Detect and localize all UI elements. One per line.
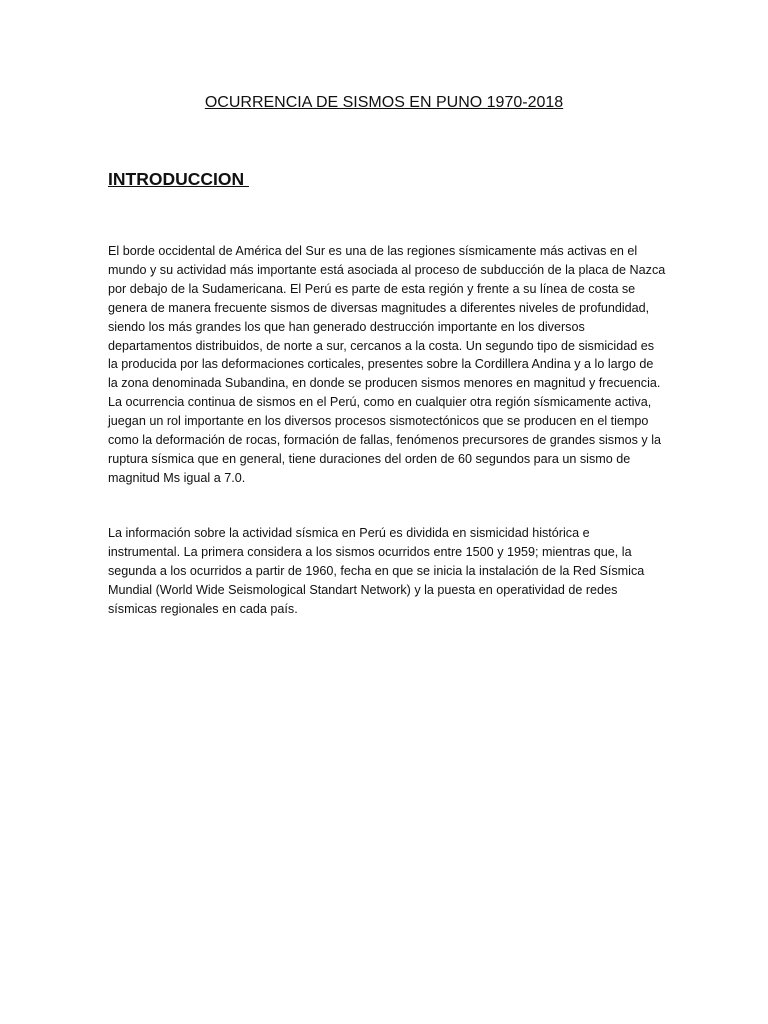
paragraph-line: juegan un rol importante en los diversos procesos sismotectónicos que se producen en el tiempo bbox=[108, 414, 649, 429]
paragraph-line: instrumental. La primera considera a los sismos ocurridos entre 1500 y 1959; mientras que, la bbox=[108, 544, 632, 559]
section-heading-introduccion: INTRODUCCION bbox=[108, 169, 249, 189]
paragraph-line: segunda a los ocurridos a partir de 1960, fecha en que se inicia la instalación de la Red Sísmica bbox=[108, 563, 645, 578]
paragraph-line: mundo y su actividad más importante está asociada al proceso de subducción de la placa de Nazca bbox=[108, 262, 666, 277]
paragraph-line: El borde occidental de América del Sur es una de las regiones sísmicamente más activas en el bbox=[108, 244, 638, 258]
paragraph-line: Mundial (World Wide Seismological Standart Network) y la puesta en operatividad de redes bbox=[108, 582, 618, 597]
paragraph-line: por debajo de la Sudamericana. El Perú es parte de esta región y frente a su línea de costa se bbox=[108, 281, 636, 296]
paragraph-line: magnitud Ms igual a 7.0. bbox=[108, 470, 246, 485]
paragraph-line: sísmicas regionales en cada país. bbox=[108, 601, 298, 616]
paragraph-line: ruptura sísmica que en general, tiene duraciones del orden de 60 segundos para un sismo de bbox=[108, 451, 631, 466]
paragraph-line: la producida por las deformaciones corticales, presentes sobre la Cordillera Andina y a lo largo de bbox=[108, 357, 654, 372]
paragraph-1 bbox=[108, 242, 668, 488]
document-title: OCURRENCIA DE SISMOS EN PUNO 1970-2018 bbox=[204, 94, 564, 111]
paragraph-line: departamentos distribuidos, de norte a sur, cercanos a la costa. Un segundo tipo de sismicidad es bbox=[108, 338, 655, 353]
paragraph-line: la zona denominada Subandina, en donde se producen sismos menores en magnitud y frecuencia. bbox=[108, 376, 661, 391]
paragraph-2 bbox=[108, 524, 668, 619]
paragraph-line: La información sobre la actividad sísmica en Perú es dividida en sismicidad histórica e bbox=[108, 526, 590, 540]
paragraph-line: genera de manera frecuente sismos de diversas magnitudes a diferentes niveles de profundidad, bbox=[108, 300, 650, 315]
paragraph-line: siendo los más grandes los que han generado destrucción importante en los diversos bbox=[108, 319, 585, 334]
paragraph-line: La ocurrencia continua de sismos en el Perú, como en cualquier otra región sísmicamente activa, bbox=[108, 395, 652, 410]
paragraph-line: como la deformación de rocas, formación de fallas, fenómenos precursores de grandes sismos y la bbox=[108, 433, 661, 448]
